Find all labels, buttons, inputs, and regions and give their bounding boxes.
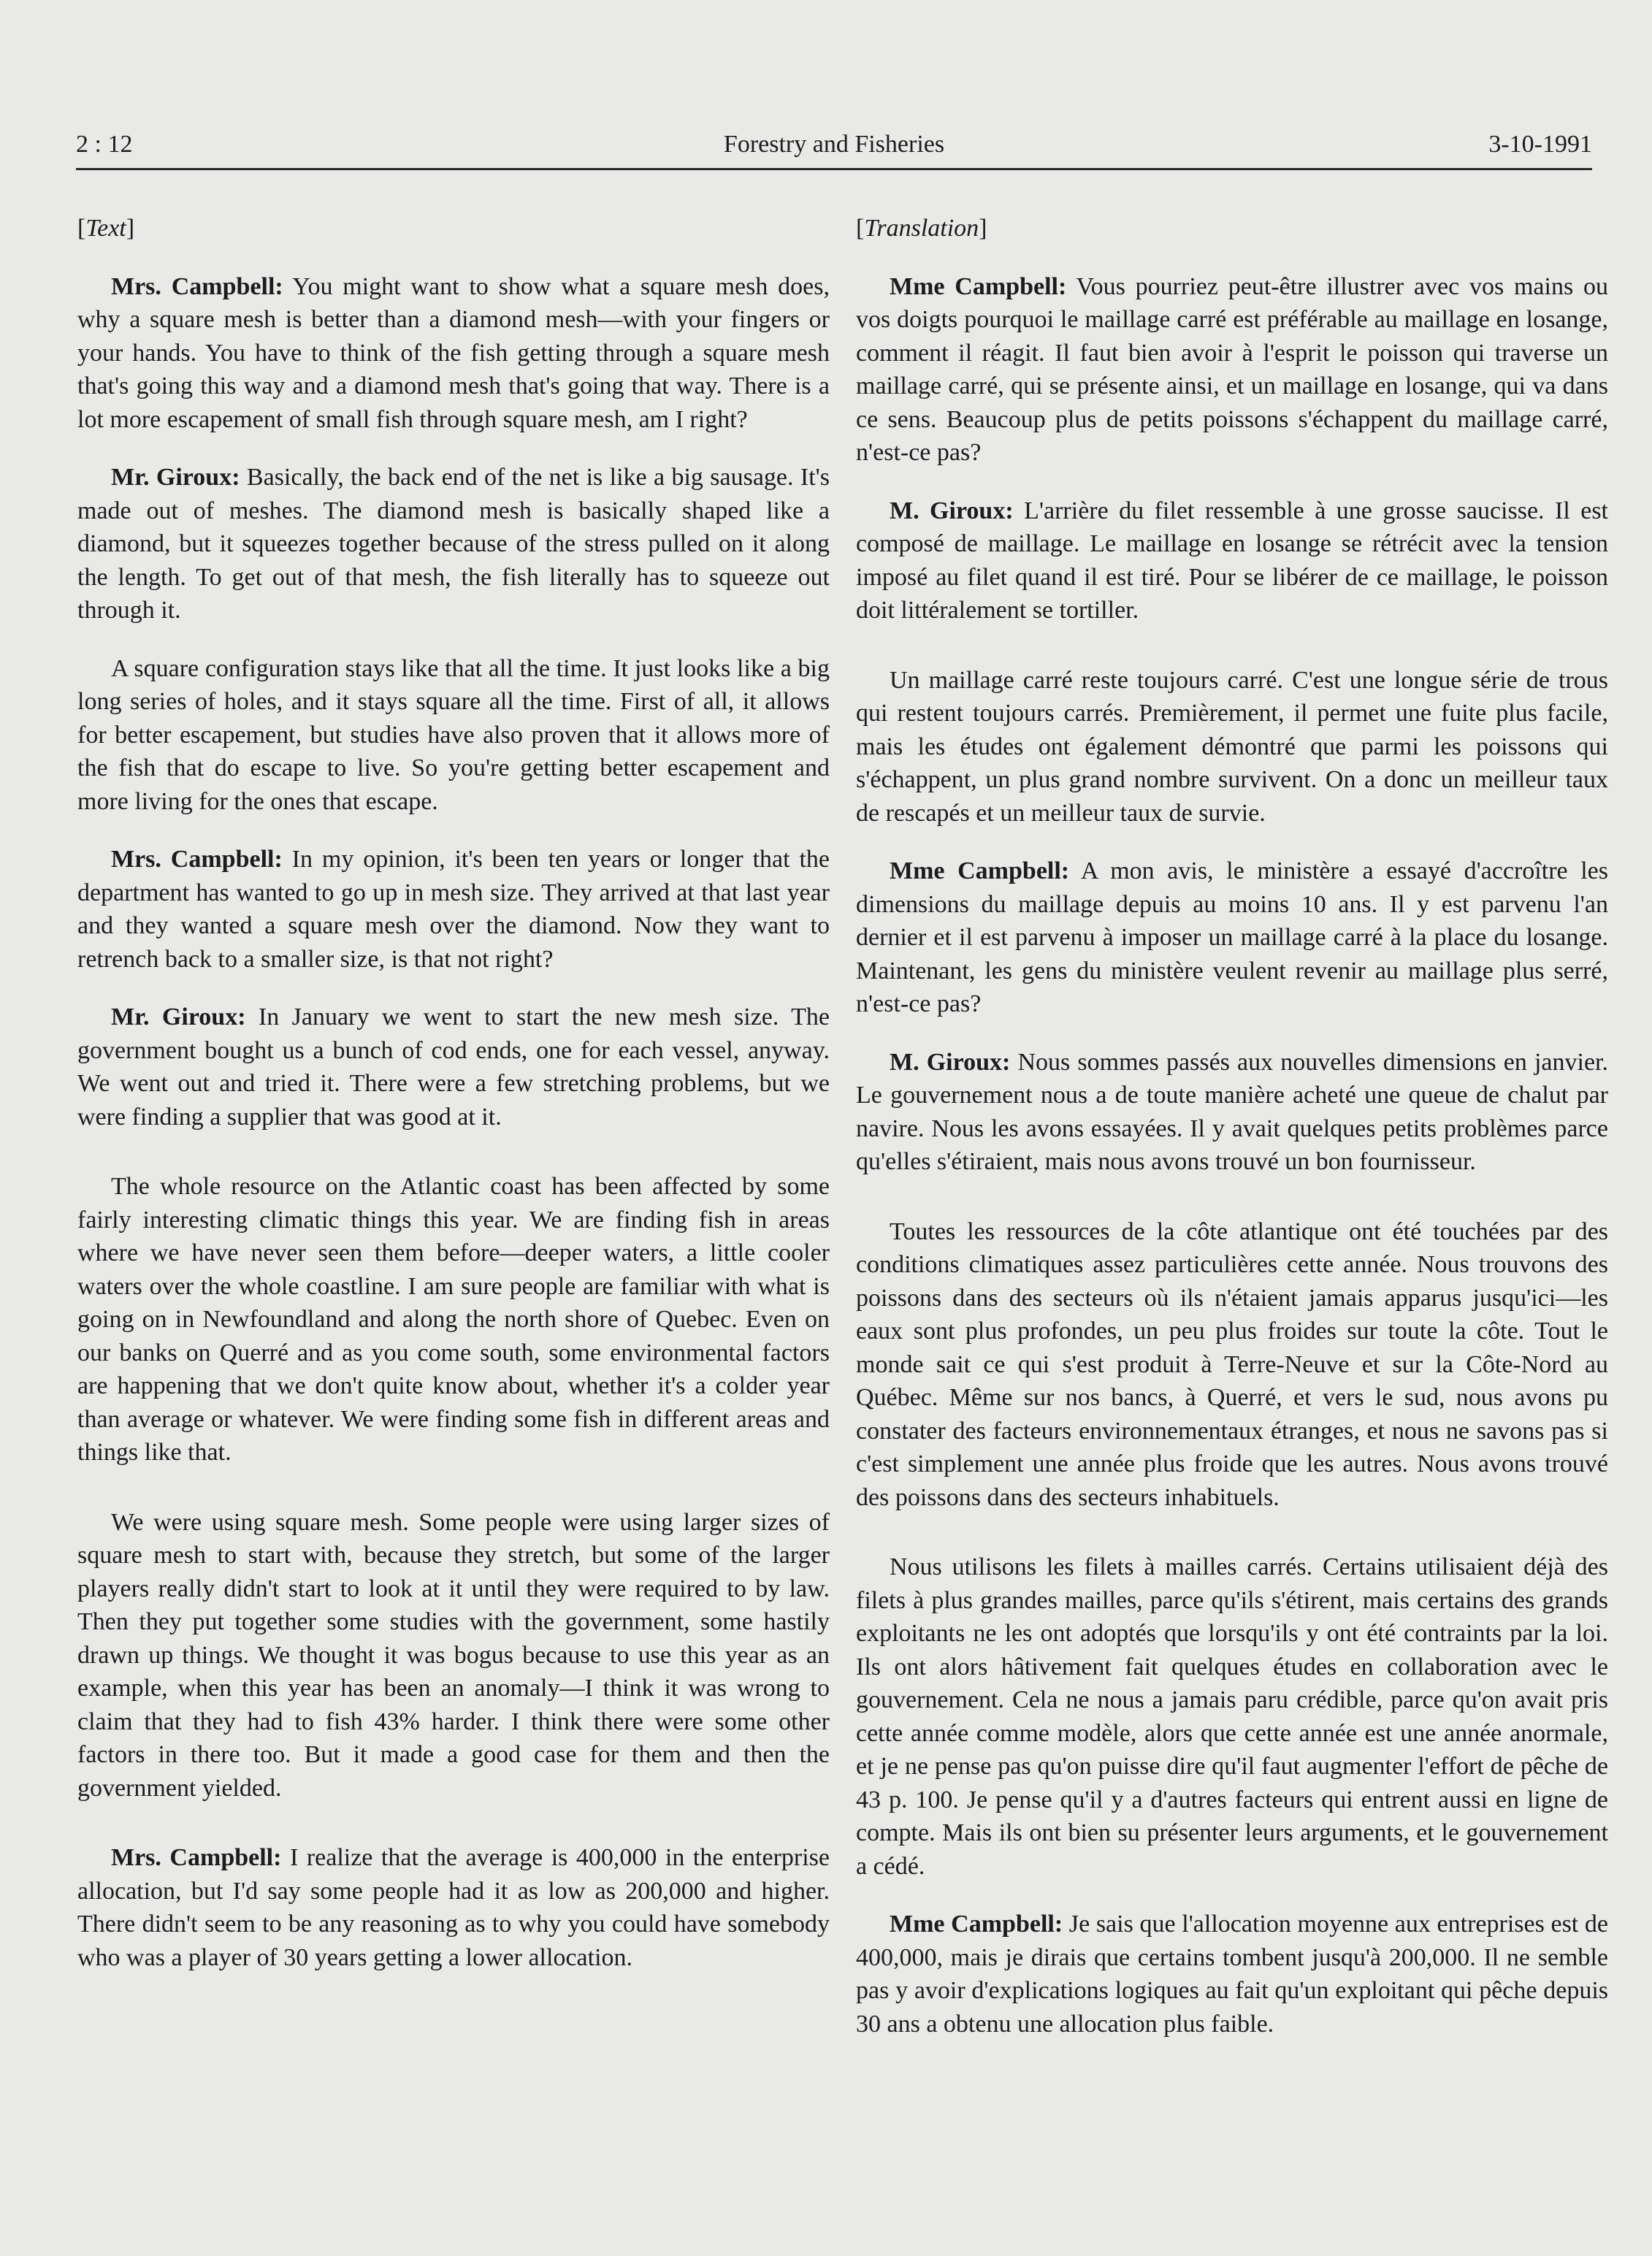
paragraph-text: I realize that the average is 400,000 in the enterprise allocation, but I'd say some people had it as low as 200,000 and higher. There didn't seem to be any reasoning as to why you could have somebody who was a player of 30 years getting a lower allocation. (77, 1844, 830, 1971)
paragraph-text: The whole resource on the Atlantic coast has been affected by some fairly interesting climatic things this year. We are finding fish in areas where we have never seen them before—deeper waters, a little cooler waters over the whole coastline. I am sure people are familiar with what is going on in Newfoundland and along the north shore of Quebec. Even on our banks on Querré and as you come south, some environmental factors are happening that we don't quite know about, whether it's a colder year than average or whatever. We were finding some fish in different areas and things like that. (77, 1173, 830, 1466)
paragraph-text: Toutes les ressources de la côte atlantique ont été touchées par des conditions climatiques assez particulières cette année. Nous trouvons des poissons dans des secteurs où ils n'étaient jamais apparus jusqu'ici—les eaux sont plus profondes, un peu plus froides sur toute la côte. Tout le monde sait ce qui s'est produit à Terre-Neuve et sur la Côte-Nord au Québec. Même sur nos bancs, à Querré, et vers le sud, nous avons pu constater des facteurs environnementaux étranges, et nous ne savons pas si c'est simplement une année plus froide que les autres. Nous avons trouvé des poissons dans des secteurs inhabituels. (856, 1217, 1608, 1511)
page-number: 2 : 12 (76, 131, 133, 158)
paragraph (856, 1550, 1608, 1883)
publication-title: Forestry and Fisheries (723, 131, 945, 158)
paragraph (77, 1170, 830, 1469)
paragraph (856, 1215, 1608, 1515)
speaker-name: Mme Campbell: (890, 272, 1067, 300)
paragraph (856, 1046, 1608, 1179)
paragraph-text: Je sais que l'allocation moyenne aux entreprises est de 400,000, mais je dirais que certains tombent jusqu'à 200,000. Il ne semble pas y avoir d'explications logiques au fait qu'un exploitant qui pêche depuis 30 ans a obtenu une allocation plus faible. (856, 1911, 1608, 2038)
speaker-name: Mrs. Campbell: (111, 846, 283, 873)
column-label: [ Text ] (77, 212, 830, 245)
session-date: 3-10-1991 (1488, 131, 1592, 158)
paragraph (856, 494, 1608, 627)
paragraph (77, 843, 830, 976)
speaker-name: Mrs. Campbell: (111, 1844, 282, 1871)
paragraph (77, 652, 830, 819)
paragraph (856, 664, 1608, 830)
speaker-name: Mme Campbell: (890, 857, 1070, 884)
paragraph (77, 270, 830, 437)
speaker-name: M. Giroux: (890, 497, 1014, 524)
column-label: [ Translation ] (856, 212, 1608, 245)
paragraph (77, 1841, 830, 1974)
speaker-name: Mme Campbell: (890, 1911, 1063, 1938)
paragraph-text: Nous sommes passés aux nouvelles dimensions en janvier. Le gouvernement nous a de toute manière acheté une queue de chalut par navire. Nous les avons essayées. Il y avait quelques petits problèmes parce qu'elles s'étiraient, mais nous avons trouvé un bon fournisseur. (856, 1048, 1609, 1175)
paragraph-text: L'arrière du filet ressemble à une grosse saucisse. Il est composé de maillage. Le maillage en losange se rétrécit avec la tension imposé au filet quand il est tiré. Pour se libérer de ce maillage, le poisson doit littéralement se tortiller. (856, 497, 1609, 624)
paragraph-text: A mon avis, le ministère a essayé d'accroître les dimensions du maillage depuis au moins 10 ans. Il y est parvenu l'an dernier et il est parvenu à imposer un maillage carré à la place du losange. Maintenant, les gens du ministère veulent revenir au maillage plus serré, n'est-ce pas? (856, 857, 1609, 1017)
french-column (856, 212, 1608, 2065)
paragraph-text: Basically, the back end of the net is like a big sausage. It's made out of meshes. The diamond mesh is basically shaped like a diamond, but it squeezes together because of the stress pulled on it along the length. To get out of that mesh, the fish literally has to squeeze out through it. (77, 464, 830, 624)
paragraph (77, 1506, 830, 1805)
speaker-name: Mrs. Campbell: (111, 272, 283, 300)
paragraph (856, 1908, 1608, 2041)
speaker-name: Mr. Giroux: (111, 1003, 246, 1031)
paragraph (856, 270, 1608, 470)
paragraph-text: Nous utilisons les filets à mailles carrés. Certains utilisaient déjà des filets à plus grandes mailles, parce qu'ils s'étirent, mais certains des grands exploitants ne les ont adoptés que lorsqu'ils y ont été contraints par la loi. Ils ont alors hâtivement fait quelques études en collaboration avec le gouvernement. Cela ne nous a jamais paru crédible, parce qu'on avait pris cette année comme modèle, alors que cette année est une année anormale, et je ne pense pas qu'on puisse dire qu'il faut augmenter l'effort de pêche de 43 p. 100. Je pense qu'il y a d'autres facteurs qui entrent aussi en ligne de compte. Mais ils ont bien su présenter leurs arguments, et le gouvernement a cédé. (856, 1553, 1608, 1880)
paragraph-text: Un maillage carré reste toujours carré. C'est une longue série de trous qui restent toujours carrés. Premièrement, il permet une fuite plus facile, mais les études ont également démontré que parmi les poissons qui s'échappent, un plus grand nombre survivent. On a donc un meilleur taux de rescapés et un meilleur taux de survie. (856, 666, 1608, 827)
speaker-name: M. Giroux: (890, 1048, 1011, 1076)
paragraph-text: A square configuration stays like that all the time. It just looks like a big long series of holes, and it stays square all the time. First of all, it allows for better escapement, but studies have also proven that it allows more of the fish that do escape to live. So you're getting better escapement and more living for the ones that escape. (77, 654, 830, 815)
paragraph (77, 1001, 830, 1133)
paragraph (77, 461, 830, 627)
paragraph-text: You might want to show what a square mesh does, why a square mesh is better than a diamond mesh—with your fingers or your hands. You have to think of the fish getting through a square mesh that's going this way and a diamond mesh that's going that way. There is a lot more escapement of small fish through square mesh, am I right? (77, 272, 830, 433)
speaker-name: Mr. Giroux: (111, 464, 240, 491)
paragraph-text: We were using square mesh. Some people were using larger sizes of square mesh to start with, because they stretch, but some of the larger players really didn't start to look at it until they were required to by law. Then they put together some studies with the government, some hastily drawn up things. We thought it was bogus because to use this year as an example, when this year has been an anomaly—I think it was wrong to claim that they had to fish 43% harder. I think there were some other factors in there too. But it made a good case for them and then the government yielded. (77, 1508, 830, 1802)
paragraph-text: Vous pourriez peut-être illustrer avec vos mains ou vos doigts pourquoi le maillage carré est préférable au maillage en losange, comment il réagit. Il faut bien avoir à l'esprit le poisson qui traverse un maillage carré, qui se présente ainsi, et un maillage en losange, qui va dans ce sens. Beaucoup plus de petits poissons s'échappent du maillage carré, n'est-ce pas? (856, 272, 1608, 466)
paragraph-text: In my opinion, it's been ten years or longer that the department has wanted to go up in mesh size. They arrived at that last year and they wanted a square mesh over the diamond. Now they want to retrench back to a smaller size, is that not right? (77, 846, 830, 973)
paragraph-text: In January we went to start the new mesh size. The government bought us a bunch of cod ends, one for each vessel, anyway. We went out and tried it. There were a few stretching problems, but we were finding a supplier that was good at it. (77, 1003, 830, 1131)
english-column (77, 212, 830, 1999)
paragraph (856, 854, 1608, 1021)
page-header (76, 126, 1592, 170)
